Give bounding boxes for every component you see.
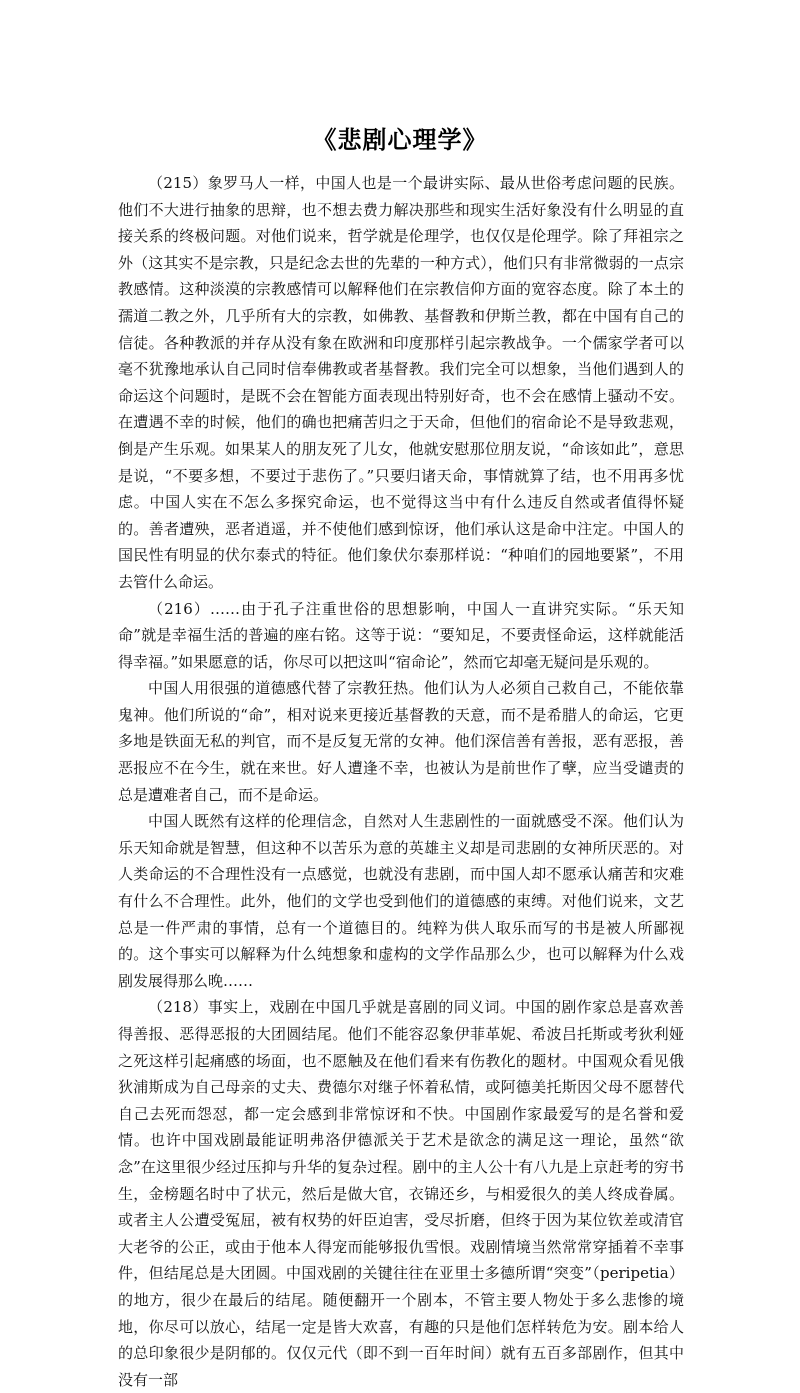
document-body: [118, 170, 684, 1393]
paragraph-216: （216）……由于孔子注重世俗的思想影响，中国人一直讲究实际。“乐天知命”就是幸福生活的普遍的座右铭。这等于说：“要知足，不要责怪命运，这样就能活得幸福。”如果愿意的话，你尽可以把这叫“宿命论”，然而它却毫无疑问是乐观的。: [118, 599, 684, 671]
paragraph-218: （218）事实上，戏剧在中国几乎就是喜剧的同义词。中国的剧作家总是喜欢善得善报、恶得恶报的大团圆结尾。他们不能容忍象伊菲革妮、希波吕托斯或考狄利娅之死这样引起痛感的场面，也不愿触及在他们看来有伤教化的题材。中国观众看见俄狄浦斯成为自己母亲的丈夫、费德尔对继子怀着私情，或阿德美托斯因父母不愿替代自己去死而怨怼，都一定会感到非常惊讶和不快。中国剧作家最爱写的是名誉和爱情。也许中国戏剧最能证明弗洛伊德派关于艺术是欲念的满足这一理论，虽然“欲念”在这里很少经过压抑与升华的复杂过程。剧中的主人公十有八九是上京赶考的穷书生，金榜题名时中了状元，然后是做大官，衣锦还乡，与相爱很久的美人终成眷属。或者主人公遭受冤屈，被有权势的奸臣迫害，受尽折磨，但终于因为某位钦差或清官大老爷的公正，或由于他本人得宠而能够报仇雪恨。戏剧情境当然常常穿插着不幸事件，但结尾总是大团圆。中国戏剧的关键往往在亚里士多德所谓“突变”（peripetia）的地方，很少在最后的结尾。随便翻开一个剧本，不管主要人物处于多么悲惨的境地，你尽可以放心，结尾一定是皆大欢喜，有趣的只是他们怎样转危为安。剧本给人的总印象很少是阴郁的。仅仅元代（即不到一百年时间）就有五百多部剧作，但其中没有一部: [118, 998, 684, 1389]
paragraph-moral-sense: 中国人用很强的道德感代替了宗教狂热。他们认为人必须自己救自己，不能依靠鬼神。他们所说的“命”，相对说来更接近基督教的天意，而不是希腊人的命运，它更多地是铁面无私的判官，而不是反复无常的女神。他们深信善有善报，恶有恶报，善恶报应不在今生，就在来世。好人遭逢不幸，也被认为是前世作了孽，应当受谴责的总是遭难者自己，而不是命运。: [118, 679, 684, 804]
paragraph-ethical-belief: 中国人既然有这样的伦理信念，自然对人生悲剧性的一面就感受不深。他们认为乐天知命就是智慧，但这种不以苦乐为意的英雄主义却是司悲剧的女神所厌恶的。对人类命运的不合理性没有一点感觉，也就没有悲剧，而中国人却不愿承认痛苦和灾难有什么不合理性。此外，他们的文学也受到他们的道德感的束缚。对他们说来，文艺总是一件严肃的事情，总有一个道德目的。纯粹为供人取乐而写的书是被人所鄙视的。这个事实可以解释为什么纯想象和虚构的文学作品那么少，也可以解释为什么戏剧发展得那么晚……: [118, 812, 684, 990]
paragraph-215: （215）象罗马人一样，中国人也是一个最讲实际、最从世俗考虑问题的民族。他们不大进行抽象的思辩，也不想去费力解决那些和现实生活好象没有什么明显的直接关系的终极问题。对他们说来，哲学就是伦理学，也仅仅是伦理学。除了拜祖宗之外（这其实不是宗教，只是纪念去世的先辈的一种方式），他们只有非常微弱的一点宗教感情。这种淡漠的宗教感情可以解释他们在宗教信仰方面的宽容态度。除了本土的孺道二教之外，几乎所有大的宗教，如佛教、基督教和伊斯兰教，都在中国有自己的信徒。各种教派的并存从没有象在欧洲和印度那样引起宗教战争。一个儒家学者可以毫不犹豫地承认自己同时信奉佛教或者基督教。我们完全可以想象，当他们遇到人的命运这个问题时，是既不会在智能方面表现出特别好奇，也不会在感情上骚动不安。在遭遇不幸的时候，他们的确也把痛苦归之于天命，但他们的宿命论不是导致悲观，倒是产生乐观。如果某人的朋友死了儿女，他就安慰那位朋友说，“命该如此”，意思是说，“不要多想，不要过于悲伤了。”只要归诸天命，事情就算了结，也不用再多忧虑。中国人实在不怎么多探究命运，也不觉得这当中有什么违反自然或者值得怀疑的。善者遭殃，恶者逍遥，并不使他们感到惊讶，他们承认这是命中注定。中国人的国民性有明显的伏尔泰式的特征。他们象伏尔泰那样说：“种咱们的园地要紧”，不用去管什么命运。: [118, 174, 684, 591]
document-title: 《悲剧心理学》: [312, 126, 488, 154]
